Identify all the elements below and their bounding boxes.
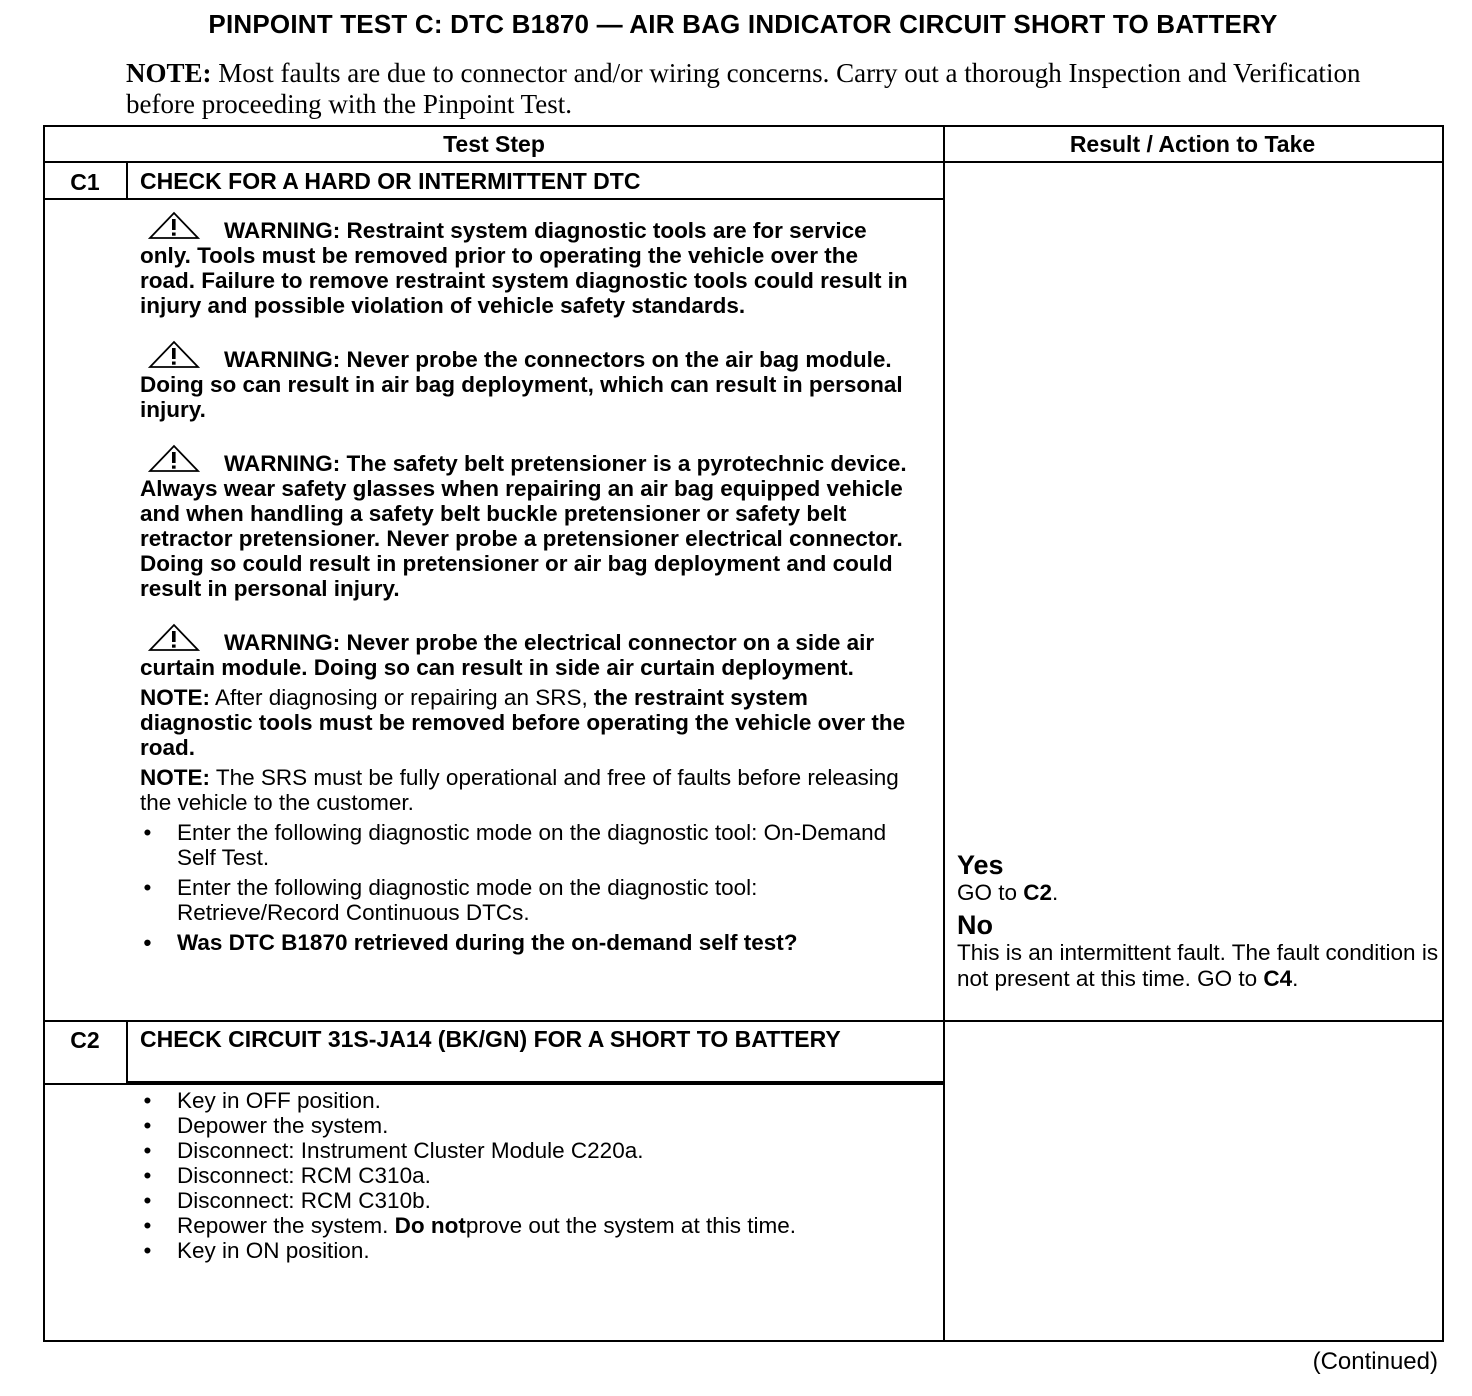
note-text: After diagnosing or repairing an SRS, xyxy=(210,685,594,710)
warning-triangle-icon xyxy=(148,443,200,473)
list-item-text: Key in OFF position. xyxy=(177,1088,381,1113)
intro-note-text: Most faults are due to connector and/or wiring concerns. Carry out a thorough Inspection and Verification before proceeding with the Pinpoint Test. xyxy=(126,58,1361,119)
step-number-c1: C1 xyxy=(70,169,100,195)
step-body-c1 xyxy=(140,210,910,960)
header-rule xyxy=(45,161,1442,163)
list-item-text: Disconnect: Instrument Cluster Module C220a. xyxy=(177,1138,644,1163)
bullet-icon: • xyxy=(143,1088,152,1113)
list-item xyxy=(140,820,910,870)
result-yes-target: C2 xyxy=(1023,880,1053,905)
continued-label: (Continued) xyxy=(1312,1348,1438,1375)
bullet-icon: • xyxy=(143,1113,152,1138)
list-item-text: Repower the system. xyxy=(177,1213,395,1238)
list-item-text: Enter the following diagnostic mode on the diagnostic tool: Retrieve/Record Continuous DTCs. xyxy=(177,875,758,925)
c1-title-rule xyxy=(45,198,943,200)
bullet-icon: • xyxy=(143,1213,152,1238)
note-srs-tools xyxy=(140,685,910,760)
note-label: NOTE: xyxy=(140,765,210,790)
result-yes-text: GO to xyxy=(957,880,1024,905)
note-emphasis: the restraint system diagnostic tools must be removed before operating the vehicle over the road. xyxy=(140,685,906,760)
list-item xyxy=(140,875,910,925)
step-title-c2: CHECK CIRCUIT 31S-JA14 (BK/GN) FOR A SHORT TO BATTERY xyxy=(140,1026,841,1052)
list-item-emphasis: Do not xyxy=(394,1213,466,1238)
result-yes-label: Yes xyxy=(957,850,1004,880)
list-item xyxy=(140,1113,910,1138)
list-item xyxy=(140,1188,910,1213)
list-item xyxy=(140,1163,910,1188)
step-body-c2 xyxy=(140,1088,910,1263)
result-no-target: C4 xyxy=(1263,966,1293,991)
warning-4-text: WARNING: Never probe the electrical connector on a side air curtain module. Doing so can result in side air curtain deployment. xyxy=(140,630,875,680)
header-result-action: Result / Action to Take xyxy=(1069,131,1316,157)
bullet-icon: • xyxy=(143,820,152,845)
c2-number-divider xyxy=(126,1020,128,1081)
result-no-action xyxy=(957,940,1442,992)
step-title-c1: CHECK FOR A HARD OR INTERMITTENT DTC xyxy=(140,168,641,194)
header-test-step: Test Step xyxy=(443,131,545,157)
step-number-c2: C2 xyxy=(70,1027,100,1053)
pinpoint-test-table xyxy=(43,125,1444,1342)
list-item-text: Disconnect: RCM C310a. xyxy=(177,1163,431,1188)
bullet-icon: • xyxy=(143,875,152,900)
warning-2 xyxy=(140,339,910,422)
bullet-icon: • xyxy=(143,1138,152,1163)
list-item-text: Disconnect: RCM C310b. xyxy=(177,1188,431,1213)
note-srs-operational xyxy=(140,765,910,815)
warning-triangle-icon xyxy=(148,339,200,369)
c1-number-divider xyxy=(126,161,128,198)
warning-1-text: WARNING: Restraint system diagnostic tools are for service only. Tools must be removed prior to operating the vehicle over the road. Failure to remove restraint system diagnostic tools could result in injury and possible violation of vehicle safety standards. xyxy=(140,218,908,318)
list-item xyxy=(140,1138,910,1163)
list-item xyxy=(140,1088,910,1113)
result-no-end: . xyxy=(1292,966,1299,991)
list-item xyxy=(140,1238,910,1263)
bullet-icon: • xyxy=(143,1163,152,1188)
result-no-text: This is an intermittent fault. The fault condition is not present at this time. GO to xyxy=(957,940,1439,991)
list-item-text: Enter the following diagnostic mode on the diagnostic tool: On-Demand Self Test. xyxy=(177,820,887,870)
c1-end-rule xyxy=(45,1020,1442,1022)
result-c1 xyxy=(957,851,1442,992)
list-item xyxy=(140,1213,910,1238)
page-title: PINPOINT TEST C: DTC B1870 — AIR BAG INDICATOR CIRCUIT SHORT TO BATTERY xyxy=(208,9,1278,39)
bullet-icon: • xyxy=(143,1238,152,1263)
note-text: The SRS must be fully operational and free of faults before releasing the vehicle to the customer. xyxy=(140,765,899,815)
result-no-label: No xyxy=(957,910,993,940)
list-item-text: Key in ON position. xyxy=(177,1238,370,1263)
bullet-icon: • xyxy=(143,930,152,955)
bullet-icon: • xyxy=(143,1188,152,1213)
warning-2-text: WARNING: Never probe the connectors on the air bag module. Doing so can result in air bag deployment, which can result in personal injury. xyxy=(140,347,903,422)
warning-4 xyxy=(140,622,910,680)
list-item-text: Depower the system. xyxy=(177,1113,389,1138)
warning-3 xyxy=(140,443,910,601)
c2-title-rule-lower xyxy=(45,1083,943,1085)
result-yes-action xyxy=(957,880,1442,906)
warning-triangle-icon xyxy=(148,210,200,240)
list-item-text-rest: prove out the system at this time. xyxy=(465,1213,796,1238)
list-item xyxy=(140,930,910,955)
result-yes-end: . xyxy=(1052,880,1059,905)
warning-1 xyxy=(140,210,910,318)
list-item-text: Was DTC B1870 retrieved during the on-demand self test? xyxy=(177,930,798,955)
note-label: NOTE: xyxy=(140,685,210,710)
intro-note-label: NOTE: xyxy=(126,58,212,88)
warning-3-text: WARNING: The safety belt pretensioner is a pyrotechnic device. Always wear safety glasses when repairing an air bag equipped vehicle and when handling a safety belt buckle pretensioner or safety belt retractor pretensioner. Never probe a pretensioner electrical connector. Doing so could result in pretensioner or air bag deployment and could result in personal injury. xyxy=(140,451,907,601)
intro-note xyxy=(126,58,1376,120)
warning-triangle-icon xyxy=(148,622,200,652)
column-divider xyxy=(943,127,945,1340)
